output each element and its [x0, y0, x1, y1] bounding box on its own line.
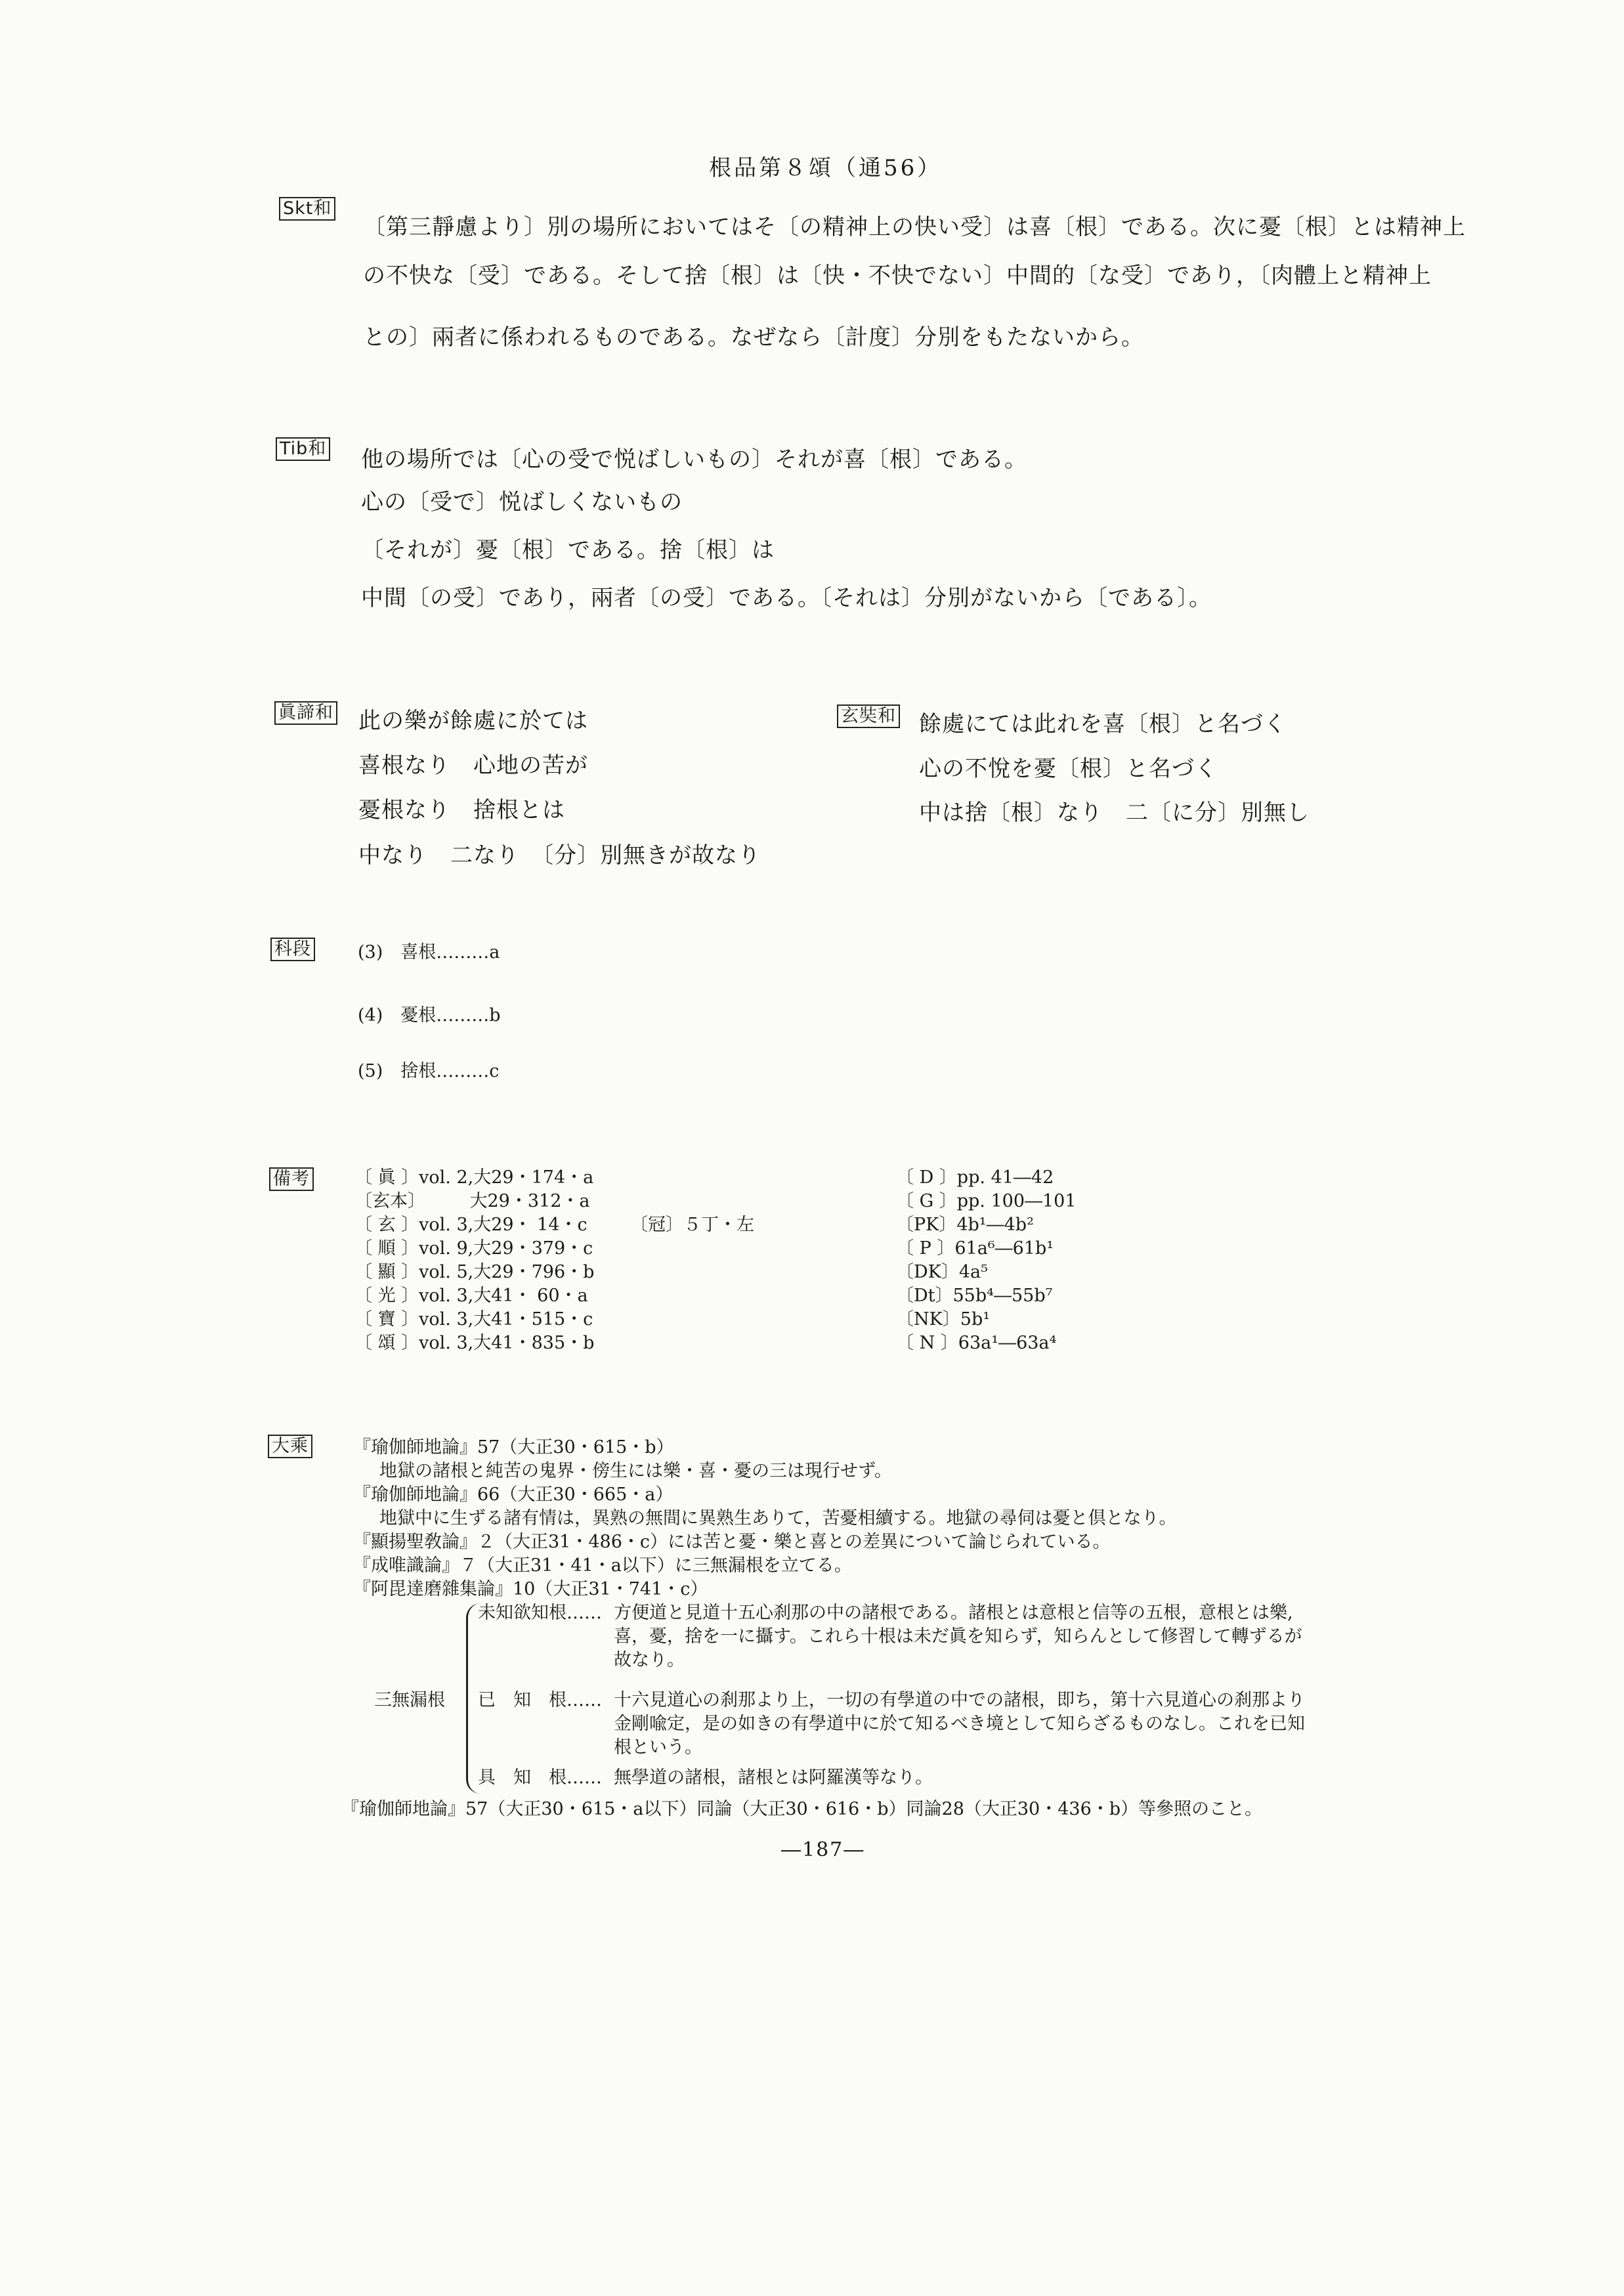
sub1-line-1: 方便道と見道十五心刹那の中の諸根である。諸根とは意根と信等の五根，意根とは樂,: [614, 1603, 1293, 1623]
tib-label: Tib和: [276, 437, 330, 461]
daijo-line-5: 『顯揚聖敎論』２（大正31・486・c）には苦と憂・樂と喜との差異について論じられている。: [353, 1532, 1111, 1552]
sub1-line-2: 喜，憂，捨を一に攝す。これら十根は未だ眞を知らず，知らんとして修習して轉ずるが: [614, 1626, 1302, 1647]
tib-line-4: 中間〔の受〕であり，兩者〔の受〕である。〔それは〕分別がないから〔である〕。: [361, 585, 1212, 611]
biko-left-8: 〔 頌 〕vol. 3,大41・835・b: [354, 1333, 595, 1353]
tib-line-1: 他の場所では〔心の受で悦ばしいもの〕それが喜〔根〕である。: [361, 446, 1027, 473]
biko-left-2: 〔玄本〕 大29・312・a: [354, 1191, 590, 1211]
xuanzang-line-1: 餘處にては此れを喜〔根〕と名づく: [919, 711, 1287, 737]
kadan-item-5: (5) 捨根………c: [358, 1061, 500, 1081]
paramartha-line-4: 中なり 二なり 〔分〕別無きが故なり: [358, 842, 761, 869]
skt-line-2: の不快な〔受〕である。そして捨〔根〕は〔快・不快でない〕中間的〔な受〕であり，〔肉體上と精神上: [363, 263, 1432, 289]
daijo-line-2: 地獄の諸根と純苦の鬼界・傍生には樂・喜・憂の三は現行せず。: [379, 1461, 892, 1481]
biko-right-3: 〔PK〕4b¹―4b²: [896, 1215, 1034, 1235]
page-number: ―187―: [781, 1838, 865, 1861]
sub3-head: 具 知 根……: [478, 1767, 602, 1788]
biko-right-6: 〔Dt〕55b⁴―55b⁷: [896, 1286, 1053, 1306]
biko-left-7: 〔 寶 〕vol. 3,大41・515・c: [354, 1309, 593, 1330]
sub1-head: 未知欲知根……: [478, 1603, 602, 1623]
paramartha-label: 眞諦和: [274, 701, 337, 725]
sub2-line-3: 根という。: [614, 1737, 702, 1758]
biko-right-7: 〔NK〕5b¹: [896, 1309, 991, 1330]
page-title: 根品第８頌（通56）: [709, 155, 943, 181]
daijo-label: 大乘: [268, 1435, 312, 1458]
biko-right-1: 〔 D 〕pp. 41―42: [896, 1167, 1054, 1188]
paramartha-line-1: 此の樂が餘處に於ては: [358, 708, 588, 734]
biko-left-3: 〔 玄 〕vol. 3,大29・ 14・c: [354, 1215, 588, 1235]
kadan-label: 科段: [270, 938, 315, 961]
biko-left-4: 〔 順 〕vol. 9,大29・379・c: [354, 1238, 593, 1259]
kadan-item-4: (4) 憂根………b: [358, 1005, 501, 1026]
biko-label: 備考: [269, 1167, 314, 1191]
skt-line-1: 〔第三靜慮より〕別の場所においてはそ〔の精神上の快い受〕は喜〔根〕である。次に憂〔根〕とは精神上: [363, 214, 1466, 240]
biko-right-5: 〔DK〕4a⁵: [896, 1262, 988, 1282]
sub2-line-1: 十六見道心の刹那より上，一切の有學道の中での諸根，即ち，第十六見道心の刹那より: [614, 1690, 1305, 1710]
sub2-head: 已 知 根……: [478, 1690, 602, 1710]
sub2-line-2: 金剛喩定，是の如きの有學道中に於て知るべき境として知らざるものなし。これを已知: [614, 1714, 1305, 1734]
paramartha-line-3: 憂根なり 捨根とは: [358, 797, 565, 823]
kadan-item-3: (3) 喜根………a: [358, 942, 500, 963]
daijo-line-7: 『阿毘達磨雜集論』10（大正31・741・c）: [353, 1579, 708, 1599]
tib-line-3: 〔それが〕憂〔根〕である。捨〔根〕は: [361, 537, 775, 563]
sub1-line-3: 故なり。: [614, 1650, 685, 1670]
xuanzang-line-2: 心の不悅を憂〔根〕と名づく: [919, 756, 1218, 782]
biko-right-2: 〔 G 〕pp. 100―101: [896, 1191, 1077, 1211]
sub3-line-1: 無學道の諸根，諸根とは阿羅漢等なり。: [614, 1767, 933, 1788]
daijo-line-3: 『瑜伽師地論』66（大正30・665・a）: [353, 1484, 673, 1505]
skt-label: Skt和: [279, 197, 335, 221]
biko-right-8: 〔 N 〕63a¹―63a⁴: [896, 1333, 1057, 1353]
paramartha-line-2: 喜根なり 心地の苦が: [358, 752, 588, 779]
daijo-final: 『瑜伽師地論』57（大正30・615・a以下）同論（大正30・616・b）同論28（大正30・436・b）等參照のこと。: [341, 1799, 1263, 1819]
tib-line-2: 心の〔受で〕悦ばしくないもの: [361, 489, 683, 515]
biko-left-5: 〔 顯 〕vol. 5,大29・796・b: [354, 1262, 595, 1282]
skt-line-3: との〕兩者に係われるものである。なぜなら〔計度〕分別をもたないから。: [363, 324, 1144, 351]
xuanzang-label: 玄奘和: [837, 704, 900, 728]
daijo-line-6: 『成唯識論』７（大正31・41・a以下）に三無漏根を立てる。: [353, 1555, 852, 1576]
daijo-line-4: 地獄中に生ずる諸有情は，異熟の無間に異熟生ありて，苦憂相續する。地獄の尋伺は憂と倶となり。: [379, 1508, 1177, 1528]
biko-middle: 〔冠〕５丁・左: [630, 1215, 754, 1235]
daijo-line-1: 『瑜伽師地論』57（大正30・615・b）: [353, 1437, 674, 1458]
biko-left-6: 〔 光 〕vol. 3,大41・ 60・a: [354, 1286, 588, 1306]
group-label: 三無漏根: [374, 1690, 445, 1710]
xuanzang-line-3: 中は捨〔根〕なり 二〔に分〕別無し: [919, 800, 1310, 826]
biko-right-4: 〔 P 〕61a⁶―61b¹: [896, 1238, 1054, 1259]
biko-left-1: 〔 眞 〕vol. 2,大29・174・a: [354, 1167, 594, 1188]
